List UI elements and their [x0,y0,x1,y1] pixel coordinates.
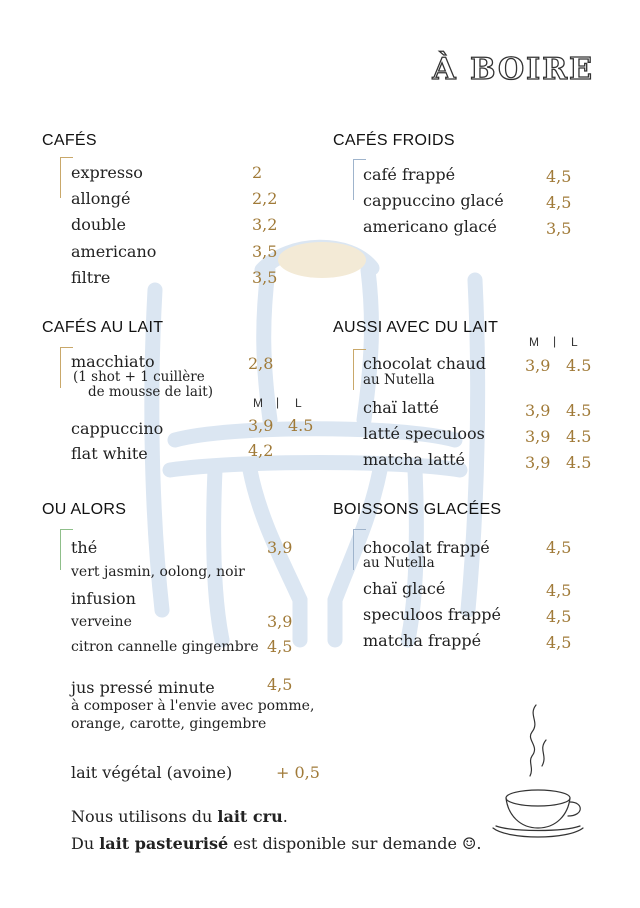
menu-price: + 0,5 [276,763,320,782]
menu-price-l: 4.5 [566,427,592,446]
menu-item: allongé [71,189,131,208]
footer-text: est disponible sur demande ☺. [228,834,482,853]
menu-item: double [71,215,127,234]
menu-item: latté speculoos [363,424,485,443]
menu-item: citron cannelle gingembre [71,639,259,655]
size-separator: | [276,395,280,409]
menu-price: 4,5 [267,675,293,694]
menu-price: 3,9 [267,612,293,631]
section-title-cafes: CAFÉS [42,132,97,149]
menu-item: filtre [71,268,111,287]
menu-price: 4,5 [546,607,572,626]
menu-item-note: de mousse de lait) [88,384,213,400]
menu-item: thé [71,538,98,557]
menu-item-note: au Nutella [363,372,435,388]
menu-item: cappuccino glacé [363,191,504,210]
menu-price-m: 3,9 [248,416,274,435]
menu-price: 4,5 [267,637,293,656]
menu-item: americano [71,242,157,261]
menu-price-m: 3,9 [525,401,551,420]
size-label-m: M [529,335,539,349]
section-title-cafes-au-lait: CAFÉS AU LAIT [42,319,164,336]
menu-item: americano glacé [363,217,497,236]
menu-item-note: (1 shot + 1 cuillère [73,369,205,385]
footer-note-lait-pasteurise [71,834,481,853]
menu-item: jus pressé minute [71,678,215,697]
menu-item: chaï glacé [363,579,446,598]
menu-price: 4,5 [546,538,572,557]
size-label-l: L [571,335,578,349]
size-label-m: M [253,396,263,410]
footer-highlight: lait cru [217,807,283,826]
menu-price-l: 4.5 [566,356,592,375]
menu-price: 4,5 [546,581,572,600]
menu-price: 4,5 [546,633,572,652]
menu-item-note: au Nutella [363,555,435,571]
menu-item: macchiato [71,352,155,371]
menu-item: speculoos frappé [363,605,501,624]
section-title-ou-alors: OU ALORS [42,501,127,518]
section-title-boissons-glacees: BOISSONS GLACÉES [333,501,502,518]
menu-item: matcha latté [363,450,466,469]
coffee-cup-icon [488,700,588,850]
section-title-cafes-froids: CAFÉS FROIDS [333,132,455,149]
menu-price: 2,2 [252,189,278,208]
section-title-aussi-avec-du-lait: AUSSI AVEC DU LAIT [333,319,499,336]
menu-item: chocolat chaud [363,354,487,373]
menu-price-l: 4.5 [566,401,592,420]
menu-price-l: 4.5 [288,416,314,435]
menu-item: chaï latté [363,398,439,417]
menu-price: 4,5 [546,193,572,212]
menu-price: 2,8 [248,354,274,373]
menu-price: 4,5 [546,167,572,186]
menu-price: 3,2 [252,215,278,234]
menu-price-l: 4.5 [566,453,592,472]
menu-price: 3,5 [252,268,278,287]
menu-price: 2 [252,163,263,182]
menu-item: infusion [71,589,136,608]
menu-item: expresso [71,163,143,182]
menu-item: chocolat frappé [363,538,490,557]
menu-price: 3,5 [546,219,572,238]
menu-item-note: à composer à l'envie avec pomme, [71,698,315,714]
menu-item-note: vert jasmin, oolong, noir [71,564,245,580]
footer-note-lait-cru [71,807,288,826]
menu-price: 3,5 [252,242,278,261]
menu-price-m: 3,9 [525,356,551,375]
menu-price: 4,2 [248,441,274,460]
size-label-l: L [295,396,302,410]
menu-price-m: 3,9 [525,427,551,446]
footer-highlight: lait pasteurisé [99,834,229,853]
menu-item: matcha frappé [363,631,482,650]
footer-text: . [282,807,288,826]
menu-item: café frappé [363,165,456,184]
size-separator: | [553,334,557,348]
footer-text: Nous utilisons du [71,807,218,826]
menu-item: cappuccino [71,419,164,438]
menu-item-note: orange, carotte, gingembre [71,716,267,732]
menu-price-m: 3,9 [525,453,551,472]
footer-text: Du [71,834,100,853]
menu-item: verveine [71,614,132,630]
menu-item: lait végétal (avoine) [71,763,233,782]
menu-item: flat white [71,444,148,463]
page-title: À BOIRE [432,52,594,87]
menu-price: 3,9 [267,538,293,557]
